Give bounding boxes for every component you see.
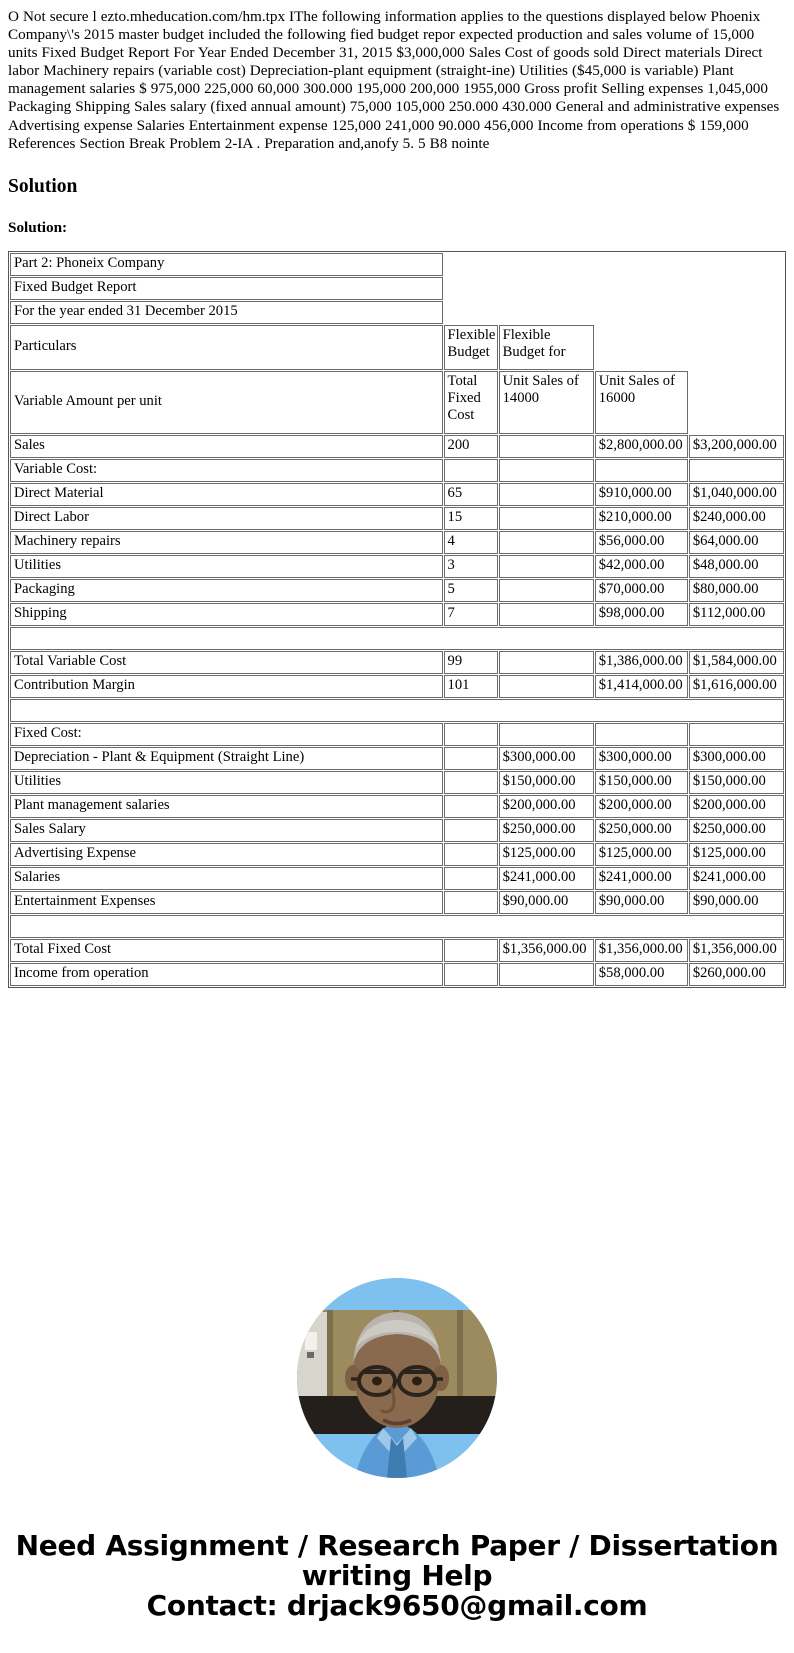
cell-unit-sales-16000: $48,000.00: [689, 555, 784, 578]
cell-particulars-label: Advertising Expense: [10, 843, 443, 866]
spacer-cell: [689, 301, 784, 324]
cell-unit-sales-16000: $80,000.00: [689, 579, 784, 602]
spacer-cell: [595, 325, 688, 370]
table-row: [10, 651, 784, 674]
table-row: [10, 483, 784, 506]
cell-unit-sales-14000: $98,000.00: [595, 603, 688, 626]
cell-variable-amount-per-unit: [444, 771, 498, 794]
cell-particulars-label: Variable Cost:: [10, 459, 443, 482]
solution-label: Solution:: [8, 218, 68, 236]
cell-unit-sales-14000: $250,000.00: [595, 819, 688, 842]
cell-unit-sales-14000: [595, 723, 688, 746]
footer-contact-banner: [0, 1528, 794, 1653]
table-row: [10, 843, 784, 866]
column-header-particulars: Particulars: [10, 325, 443, 370]
table-row: [10, 963, 784, 986]
table-group-sales-variable-costs: [10, 435, 784, 626]
cell-total-fixed-cost: [499, 723, 594, 746]
table-row: [10, 253, 784, 276]
column-header-flexible-budget-for: Flexible Budget for: [499, 325, 594, 370]
cell-unit-sales-14000: $42,000.00: [595, 555, 688, 578]
cell-unit-sales-14000: $910,000.00: [595, 483, 688, 506]
footer-line-2: writing Help: [301, 1558, 493, 1592]
cell-variable-amount-per-unit: [444, 891, 498, 914]
footer-line-1: Need Assignment / Research Paper / Dissertation: [15, 1528, 779, 1562]
cell-unit-sales-16000: $1,040,000.00: [689, 483, 784, 506]
group-separator: [10, 915, 784, 938]
cell-variable-amount-per-unit: 99: [444, 651, 498, 674]
spacer-cell: [689, 253, 784, 276]
spacer-cell: [10, 915, 784, 938]
cell-particulars-label: Total Fixed Cost: [10, 939, 443, 962]
cell-particulars-label: Income from operation: [10, 963, 443, 986]
table-row: [10, 459, 784, 482]
cell-unit-sales-14000: [595, 459, 688, 482]
avatar-block: [0, 1278, 794, 1483]
table-row: [10, 891, 784, 914]
cell-unit-sales-16000: $1,584,000.00: [689, 651, 784, 674]
cell-unit-sales-14000: $200,000.00: [595, 795, 688, 818]
cell-unit-sales-16000: $240,000.00: [689, 507, 784, 530]
report-company-name: Part 2: Phoneix Company: [10, 253, 443, 276]
table-row: [10, 301, 784, 324]
spacer-cell: [444, 277, 498, 300]
cell-unit-sales-14000: $58,000.00: [595, 963, 688, 986]
table-row: [10, 603, 784, 626]
cell-variable-amount-per-unit: 101: [444, 675, 498, 698]
column-header-total-fixed-cost: Total Fixed Cost: [444, 371, 498, 434]
cell-unit-sales-14000: $1,356,000.00: [595, 939, 688, 962]
cell-variable-amount-per-unit: 200: [444, 435, 498, 458]
cell-total-fixed-cost: [499, 483, 594, 506]
spacer-cell: [444, 253, 498, 276]
cell-particulars-label: Total Variable Cost: [10, 651, 443, 674]
cell-unit-sales-14000: $125,000.00: [595, 843, 688, 866]
spacer-cell: [689, 371, 784, 434]
cell-unit-sales-14000: $70,000.00: [595, 579, 688, 602]
cell-particulars-label: Contribution Margin: [10, 675, 443, 698]
cell-unit-sales-14000: $56,000.00: [595, 531, 688, 554]
cell-particulars-label: Packaging: [10, 579, 443, 602]
cell-total-fixed-cost: $90,000.00: [499, 891, 594, 914]
cell-total-fixed-cost: $1,356,000.00: [499, 939, 594, 962]
cell-variable-amount-per-unit: 7: [444, 603, 498, 626]
cell-particulars-label: Sales: [10, 435, 443, 458]
cell-variable-amount-per-unit: [444, 747, 498, 770]
cell-particulars-label: Fixed Cost:: [10, 723, 443, 746]
cell-variable-amount-per-unit: [444, 843, 498, 866]
cell-total-fixed-cost: [499, 531, 594, 554]
cell-total-fixed-cost: $125,000.00: [499, 843, 594, 866]
fixed-budget-report-table-container: [8, 251, 786, 988]
report-period: For the year ended 31 December 2015: [10, 301, 443, 324]
cell-particulars-label: Entertainment Expenses: [10, 891, 443, 914]
group-separator: [10, 699, 784, 722]
table-group-final-totals: [10, 939, 784, 986]
column-header-variable-amount-per-unit: Variable Amount per unit: [10, 371, 443, 434]
cell-unit-sales-16000: $3,200,000.00: [689, 435, 784, 458]
cell-variable-amount-per-unit: 3: [444, 555, 498, 578]
table-header-group: [10, 325, 784, 434]
table-row: [10, 723, 784, 746]
cell-total-fixed-cost: [499, 555, 594, 578]
cell-particulars-label: Utilities: [10, 555, 443, 578]
cell-unit-sales-14000: $150,000.00: [595, 771, 688, 794]
table-group-fixed-costs: [10, 723, 784, 914]
cell-particulars-label: Depreciation - Plant & Equipment (Straight Line): [10, 747, 443, 770]
cell-total-fixed-cost: $300,000.00: [499, 747, 594, 770]
cell-unit-sales-14000: $1,386,000.00: [595, 651, 688, 674]
intro-paragraph: O Not secure l ezto.mheducation.com/hm.tpx IThe following information applies to the questions displayed below Phoenix Company\'s 2015 master budget included the following fied budget repor expected production and sales volume of 15,000 units Fixed Budget Report For Year Ended December 31, 2015 $3,000,000 Sales Cost of goods sold Direct materials Direct labor Machinery repairs (variable cost) Depreciation-plant equipment (straight-ine) Utilities ($45,000 is variable) Plant management salaries $ 975,000 225,000 60,000 300.000 195,000 200,000 1955,000 Gross profit Selling expenses 1,045,000 Packaging Shipping Sales salary (fixed annual amount) 75,000 105,000 250.000 430.000 General and administrative expenses Advertising expense Salaries Entertainment expense 125,000 241,000 90.000 456,000 Income from operations $ 159,000 References Section Break Problem 2-IA . Preparation and,anofy 5. 5 B8 nointe: [8, 8, 780, 152]
fixed-budget-report-table: [9, 252, 785, 987]
cell-variable-amount-per-unit: [444, 723, 498, 746]
report-subtitle: Fixed Budget Report: [10, 277, 443, 300]
cell-variable-amount-per-unit: 4: [444, 531, 498, 554]
table-title-group: [10, 253, 784, 324]
column-header-unit-sales-16000: Unit Sales of 16000: [595, 371, 688, 434]
cell-total-fixed-cost: $241,000.00: [499, 867, 594, 890]
cell-unit-sales-16000: $90,000.00: [689, 891, 784, 914]
footer-line-3: Contact: drjack9650@gmail.com: [146, 1588, 648, 1622]
spacer-cell: [10, 699, 784, 722]
spacer-cell: [444, 301, 498, 324]
cell-total-fixed-cost: [499, 459, 594, 482]
cell-unit-sales-16000: [689, 723, 784, 746]
cell-unit-sales-14000: $300,000.00: [595, 747, 688, 770]
spacer-cell: [595, 277, 688, 300]
table-row: [10, 939, 784, 962]
avatar: [297, 1278, 497, 1478]
table-row: [10, 555, 784, 578]
table-row: [10, 867, 784, 890]
spacer-row: [10, 915, 784, 938]
cell-unit-sales-14000: $241,000.00: [595, 867, 688, 890]
table-row: [10, 579, 784, 602]
spacer-cell: [10, 627, 784, 650]
cell-variable-amount-per-unit: [444, 963, 498, 986]
cell-variable-amount-per-unit: [444, 939, 498, 962]
cell-unit-sales-16000: $64,000.00: [689, 531, 784, 554]
cell-unit-sales-16000: $241,000.00: [689, 867, 784, 890]
person-photo-avatar-icon: [297, 1278, 497, 1478]
cell-unit-sales-16000: $250,000.00: [689, 819, 784, 842]
cell-particulars-label: Sales Salary: [10, 819, 443, 842]
cell-unit-sales-16000: $125,000.00: [689, 843, 784, 866]
cell-total-fixed-cost: $250,000.00: [499, 819, 594, 842]
cell-total-fixed-cost: [499, 963, 594, 986]
cell-unit-sales-16000: $150,000.00: [689, 771, 784, 794]
table-row: [10, 771, 784, 794]
cell-variable-amount-per-unit: [444, 867, 498, 890]
cell-unit-sales-14000: $1,414,000.00: [595, 675, 688, 698]
spacer-cell: [499, 253, 594, 276]
cell-total-fixed-cost: $150,000.00: [499, 771, 594, 794]
column-header-unit-sales-14000: Unit Sales of 14000: [499, 371, 594, 434]
page-title: Solution: [8, 175, 78, 197]
cell-variable-amount-per-unit: [444, 819, 498, 842]
spacer-row: [10, 627, 784, 650]
cell-unit-sales-16000: [689, 459, 784, 482]
table-row: [10, 675, 784, 698]
cell-unit-sales-16000: $1,356,000.00: [689, 939, 784, 962]
spacer-cell: [499, 277, 594, 300]
cell-unit-sales-14000: $2,800,000.00: [595, 435, 688, 458]
table-row: [10, 435, 784, 458]
cell-unit-sales-16000: $112,000.00: [689, 603, 784, 626]
cell-unit-sales-16000: $260,000.00: [689, 963, 784, 986]
cell-unit-sales-14000: $90,000.00: [595, 891, 688, 914]
table-row: [10, 795, 784, 818]
cell-particulars-label: Shipping: [10, 603, 443, 626]
cell-total-fixed-cost: [499, 651, 594, 674]
table-row: [10, 277, 784, 300]
cell-total-fixed-cost: [499, 435, 594, 458]
spacer-cell: [689, 277, 784, 300]
cell-total-fixed-cost: $200,000.00: [499, 795, 594, 818]
group-separator: [10, 627, 784, 650]
cell-unit-sales-16000: $300,000.00: [689, 747, 784, 770]
cell-total-fixed-cost: [499, 579, 594, 602]
table-header-row-2: [10, 371, 784, 434]
spacer-cell: [595, 253, 688, 276]
cell-particulars-label: Direct Material: [10, 483, 443, 506]
table-row: [10, 507, 784, 530]
table-row: [10, 531, 784, 554]
table-group-variable-totals: [10, 651, 784, 698]
cell-particulars-label: Direct Labor: [10, 507, 443, 530]
column-header-flexible-budget: Flexible Budget: [444, 325, 498, 370]
table-row: [10, 819, 784, 842]
cell-particulars-label: Salaries: [10, 867, 443, 890]
spacer-cell: [499, 301, 594, 324]
table-row: [10, 747, 784, 770]
cell-variable-amount-per-unit: 65: [444, 483, 498, 506]
table-header-row-1: [10, 325, 784, 370]
cell-total-fixed-cost: [499, 507, 594, 530]
cell-variable-amount-per-unit: 5: [444, 579, 498, 602]
spacer-cell: [595, 301, 688, 324]
cell-unit-sales-14000: $210,000.00: [595, 507, 688, 530]
cell-total-fixed-cost: [499, 675, 594, 698]
cell-unit-sales-16000: $200,000.00: [689, 795, 784, 818]
cell-variable-amount-per-unit: [444, 795, 498, 818]
cell-particulars-label: Plant management salaries: [10, 795, 443, 818]
cell-unit-sales-16000: $1,616,000.00: [689, 675, 784, 698]
cell-variable-amount-per-unit: 15: [444, 507, 498, 530]
cell-particulars-label: Machinery repairs: [10, 531, 443, 554]
cell-total-fixed-cost: [499, 603, 594, 626]
spacer-row: [10, 699, 784, 722]
cell-variable-amount-per-unit: [444, 459, 498, 482]
cell-particulars-label: Utilities: [10, 771, 443, 794]
spacer-cell: [689, 325, 784, 370]
